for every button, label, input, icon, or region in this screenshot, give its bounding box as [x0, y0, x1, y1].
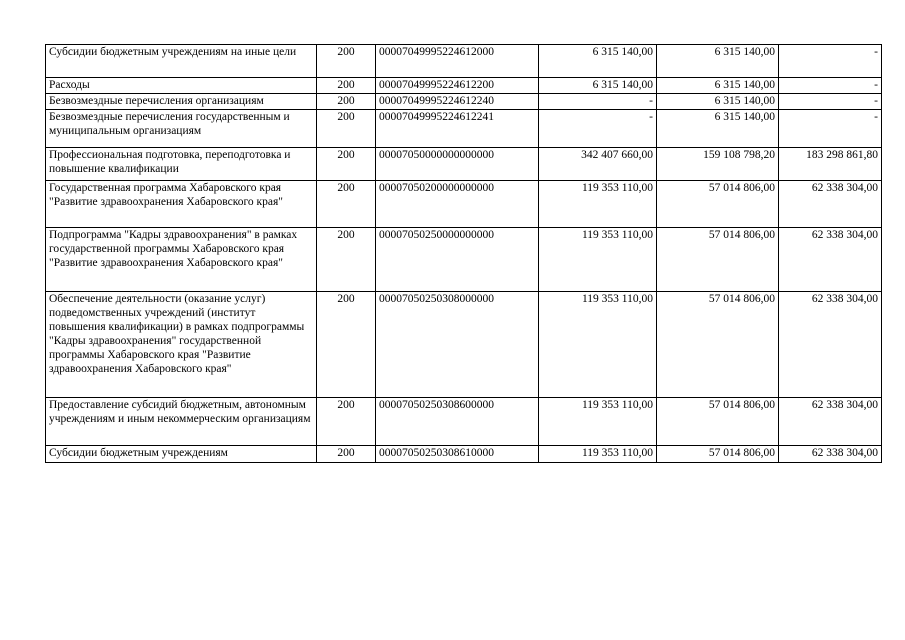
cell-remainder: 62 338 304,00	[779, 398, 882, 446]
cell-code: 200	[317, 228, 376, 292]
cell-name: Профессиональная подготовка, переподготовка и повышение квалификации	[46, 148, 317, 181]
cell-classification-code: 00007050250308610000	[376, 446, 539, 463]
cell-remainder: -	[779, 45, 882, 78]
cell-plan: 119 353 110,00	[539, 228, 657, 292]
cell-code: 200	[317, 45, 376, 78]
cell-code: 200	[317, 398, 376, 446]
cell-executed: 6 315 140,00	[657, 94, 779, 110]
cell-name: Государственная программа Хабаровского края "Развитие здравоохранения Хабаровского края"	[46, 181, 317, 228]
table-row	[46, 110, 882, 148]
cell-name: Предоставление субсидий бюджетным, автономным учреждениям и иным некоммерческим организациям	[46, 398, 317, 446]
cell-remainder: 183 298 861,80	[779, 148, 882, 181]
cell-plan: 119 353 110,00	[539, 292, 657, 398]
cell-executed: 6 315 140,00	[657, 78, 779, 94]
table-row	[46, 181, 882, 228]
cell-plan: -	[539, 94, 657, 110]
cell-remainder: 62 338 304,00	[779, 228, 882, 292]
cell-name: Субсидии бюджетным учреждениям	[46, 446, 317, 463]
cell-classification-code: 00007050000000000000	[376, 148, 539, 181]
cell-code: 200	[317, 181, 376, 228]
table-row	[46, 78, 882, 94]
cell-name: Субсидии бюджетным учреждениям на иные цели	[46, 45, 317, 78]
cell-executed: 57 014 806,00	[657, 228, 779, 292]
cell-remainder: -	[779, 94, 882, 110]
budget-execution-table	[45, 44, 882, 463]
cell-classification-code: 00007050250308000000	[376, 292, 539, 398]
cell-remainder: 62 338 304,00	[779, 446, 882, 463]
cell-plan: 119 353 110,00	[539, 181, 657, 228]
cell-classification-code: 00007050200000000000	[376, 181, 539, 228]
table-row	[46, 446, 882, 463]
cell-classification-code: 00007050250000000000	[376, 228, 539, 292]
table-row	[46, 94, 882, 110]
table-row	[46, 45, 882, 78]
cell-name: Безвозмездные перечисления государственным и муниципальным организациям	[46, 110, 317, 148]
cell-executed: 57 014 806,00	[657, 181, 779, 228]
table-row	[46, 148, 882, 181]
cell-executed: 57 014 806,00	[657, 398, 779, 446]
cell-remainder: 62 338 304,00	[779, 181, 882, 228]
table-row	[46, 398, 882, 446]
cell-name: Безвозмездные перечисления организациям	[46, 94, 317, 110]
cell-plan: 6 315 140,00	[539, 78, 657, 94]
cell-classification-code: 00007050250308600000	[376, 398, 539, 446]
cell-plan: 342 407 660,00	[539, 148, 657, 181]
table-row	[46, 292, 882, 398]
cell-code: 200	[317, 292, 376, 398]
cell-classification-code: 00007049995224612241	[376, 110, 539, 148]
cell-executed: 159 108 798,20	[657, 148, 779, 181]
table-row	[46, 228, 882, 292]
cell-name: Расходы	[46, 78, 317, 94]
cell-classification-code: 00007049995224612000	[376, 45, 539, 78]
cell-executed: 57 014 806,00	[657, 446, 779, 463]
cell-remainder: 62 338 304,00	[779, 292, 882, 398]
cell-plan: 6 315 140,00	[539, 45, 657, 78]
cell-name: Подпрограмма "Кадры здравоохранения" в рамках государственной программы Хабаровского края "Развитие здравоохранения Хабаровского края"	[46, 228, 317, 292]
cell-code: 200	[317, 78, 376, 94]
cell-code: 200	[317, 94, 376, 110]
cell-remainder: -	[779, 110, 882, 148]
cell-code: 200	[317, 446, 376, 463]
cell-name: Обеспечение деятельности (оказание услуг) подведомственных учреждений (институт повышения квалификации) в рамках подпрограммы "Кадры здравоохранения" государственной программы Хабаровского края "Развитие здравоохранения Хабаровского края"	[46, 292, 317, 398]
cell-code: 200	[317, 148, 376, 181]
cell-code: 200	[317, 110, 376, 148]
cell-classification-code: 00007049995224612240	[376, 94, 539, 110]
cell-plan: 119 353 110,00	[539, 446, 657, 463]
cell-executed: 6 315 140,00	[657, 45, 779, 78]
cell-executed: 57 014 806,00	[657, 292, 779, 398]
cell-executed: 6 315 140,00	[657, 110, 779, 148]
cell-classification-code: 00007049995224612200	[376, 78, 539, 94]
cell-plan: 119 353 110,00	[539, 398, 657, 446]
cell-plan: -	[539, 110, 657, 148]
table-body	[46, 45, 882, 463]
cell-remainder: -	[779, 78, 882, 94]
